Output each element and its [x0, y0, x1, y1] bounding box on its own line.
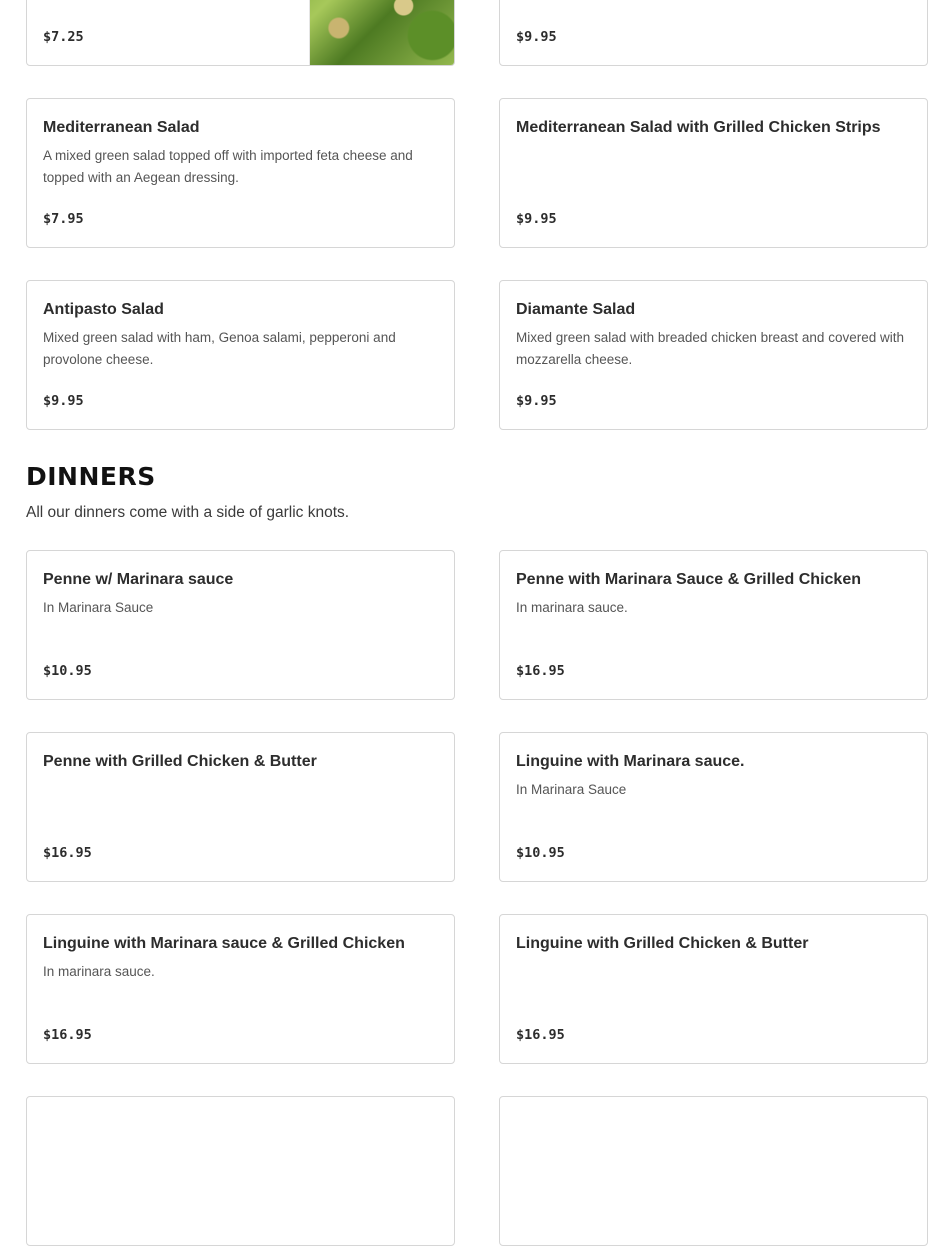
item-description: In marinara sauce.	[516, 600, 628, 615]
item-description: In Marinara Sauce	[516, 782, 627, 797]
menu-item-card[interactable]	[499, 732, 928, 882]
menu-item-card[interactable]	[26, 550, 455, 700]
menu-item-card[interactable]	[499, 0, 928, 66]
menu-item-card[interactable]	[499, 914, 928, 1064]
section-subtitle: All our dinners come with a side of garlic knots.	[26, 504, 350, 521]
salad-photo	[309, 0, 454, 65]
item-price: $9.95	[516, 211, 557, 227]
item-name: Linguine with Grilled Chicken & Butter	[516, 935, 809, 952]
item-price: $10.95	[43, 663, 92, 679]
item-description: A mixed green salad topped off with imported feta cheese and topped with an Aegean dressing.	[43, 148, 413, 185]
item-price: $16.95	[43, 845, 92, 861]
item-name: Linguine with Marinara sauce.	[516, 753, 745, 770]
item-name: Diamante Salad	[516, 301, 636, 318]
item-name: Penne with Grilled Chicken & Butter	[43, 753, 317, 770]
item-name: Penne w/ Marinara sauce	[43, 571, 234, 588]
item-price: $9.95	[43, 393, 84, 409]
section-title: DINNERS	[26, 462, 156, 491]
item-price: $9.95	[516, 393, 557, 409]
item-price: $10.95	[516, 845, 565, 861]
item-name: Antipasto Salad	[43, 301, 164, 318]
item-description: In Marinara Sauce	[43, 600, 154, 615]
item-name: Mediterranean Salad	[43, 119, 200, 136]
menu-item-card[interactable]	[26, 280, 455, 430]
menu-item-card[interactable]	[26, 732, 455, 882]
menu-item-card[interactable]	[499, 1096, 928, 1246]
item-name: Linguine with Marinara sauce & Grilled Chicken	[43, 935, 405, 952]
item-description: Mixed green salad with ham, Genoa salami, pepperoni and provolone cheese.	[43, 330, 396, 367]
menu-item-card[interactable]	[499, 280, 928, 430]
menu-item-card[interactable]	[26, 0, 455, 66]
item-price: $9.95	[516, 29, 557, 45]
item-price: $7.95	[43, 211, 84, 227]
item-name: Mediterranean Salad with Grilled Chicken Strips	[516, 119, 881, 136]
menu-item-card[interactable]	[26, 914, 455, 1064]
menu-item-card[interactable]	[499, 550, 928, 700]
item-name: Penne with Marinara Sauce & Grilled Chicken	[516, 571, 861, 588]
item-description: In marinara sauce.	[43, 964, 155, 979]
item-price: $7.25	[43, 29, 84, 45]
menu-item-card[interactable]	[26, 98, 455, 248]
menu-item-card[interactable]	[499, 98, 928, 248]
item-price: $16.95	[516, 1027, 565, 1043]
item-description: Mixed green salad with breaded chicken breast and covered with mozzarella cheese.	[516, 330, 904, 367]
item-price: $16.95	[43, 1027, 92, 1043]
item-price: $16.95	[516, 663, 565, 679]
menu-item-card[interactable]	[26, 1096, 455, 1246]
